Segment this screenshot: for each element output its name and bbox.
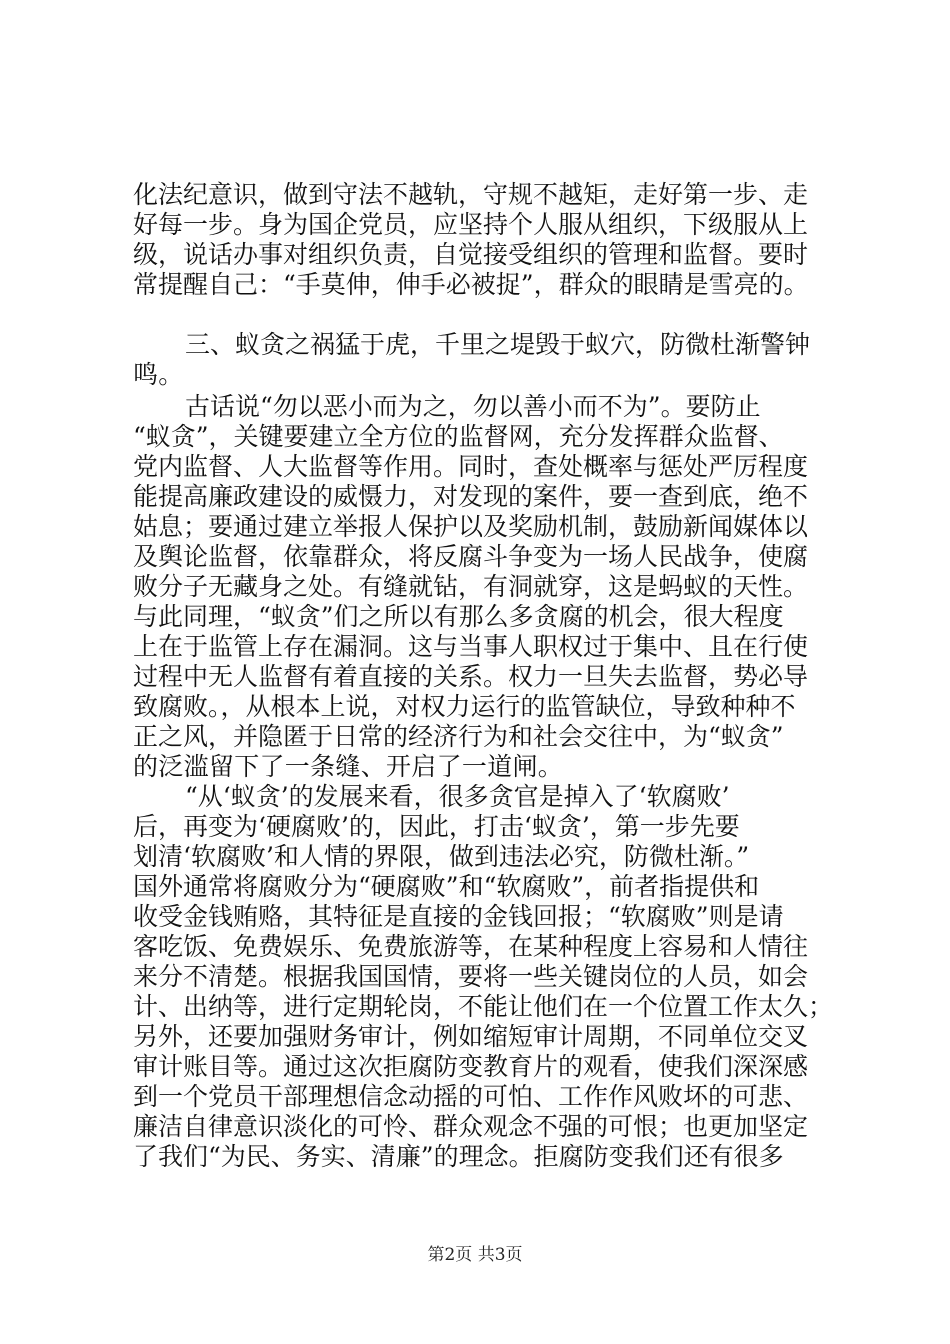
text-line: 客吃饭、免费娱乐、免费旅游等，在某种程度上容易和人情往 [133, 932, 809, 961]
text-line: 古话说“勿以恶小而为之，勿以善小而不为”。要防止 [185, 392, 761, 421]
text-line: 审计账目等。通过这次拒腐防变教育片的观看，使我们深深感 [133, 1052, 809, 1081]
text-line: 致腐败。，从根本上说，对权力运行的监管缺位，导致种种不 [133, 692, 796, 721]
text-line: 的泛滥留下了一条缝、开启了一道闸。 [133, 752, 564, 781]
text-line: 党内监督、人大监督等作用。同时，查处概率与惩处严厉程度 [133, 452, 809, 481]
text-line: 好每一步。身为国企党员，应坚持个人服从组织，下级服从上 [133, 210, 809, 239]
text-line: 了我们“为民、务实、清廉”的理念。拒腐防变我们还有很多 [133, 1142, 784, 1171]
text-line: 正之风，并隐匿于日常的经济行为和社会交往中，为“蚁贪” [133, 722, 784, 751]
text-line: 计、出纳等，进行定期轮岗，不能让他们在一个位置工作太久； [133, 992, 834, 1021]
text-line: 国外通常将腐败分为“硬腐败”和“软腐败”，前者指提供和 [133, 872, 760, 901]
text-line: 到一个党员干部理想信念动摇的可怕、工作作风败坏的可悲、 [133, 1082, 809, 1111]
text-line: 败分子无藏身之处。有缝就钻，有洞就穿，这是蚂蚁的天性。 [133, 572, 809, 601]
text-line: 鸣。 [133, 360, 184, 389]
text-line: 过程中无人监督有着直接的关系。权力一旦失去监督，势必导 [133, 662, 809, 691]
text-line: 及舆论监督，依靠群众，将反腐斗争变为一场人民战争，使腐 [133, 542, 809, 571]
text-line: “从‘蚁贪’的发展来看，很多贪官是掉入了‘软腐败’ [185, 782, 730, 811]
text-line: 能提高廉政建设的威慑力，对发现的案件，要一查到底，绝不 [133, 482, 809, 511]
text-line: 划清‘软腐败’和人情的界限，做到违法必究，防微杜渐。” [133, 842, 750, 871]
page-footer: 第2页 共3页 [427, 1245, 523, 1265]
text-line: 与此同理，“蚁贪”们之所以有那么多贪腐的机会，很大程度 [133, 602, 784, 631]
text-line: 级，说话办事对组织负责，自觉接受组织的管理和监督。要时 [133, 240, 809, 269]
text-line: 化法纪意识，做到守法不越轨，守规不越矩，走好第一步、走 [133, 180, 809, 209]
text-line: “蚁贪”，关键要建立全方位的监督网，充分发挥群众监督、 [133, 422, 784, 451]
text-line: 收受金钱贿赂，其特征是直接的金钱回报；“软腐败”则是请 [133, 902, 784, 931]
text-line: 常提醒自己：“手莫伸，伸手必被捉”，群众的眼睛是雪亮的。 [133, 270, 809, 299]
text-line: 后，再变为‘硬腐败’的，因此，打击‘蚁贪’，第一步先要 [133, 812, 740, 841]
text-line: 廉洁自律意识淡化的可怜、群众观念不强的可恨；也更加坚定 [133, 1112, 809, 1141]
text-line: 姑息；要通过建立举报人保护以及奖励机制，鼓励新闻媒体以 [133, 512, 809, 541]
text-line: 来分不清楚。根据我国国情，要将一些关键岗位的人员，如会 [133, 962, 809, 991]
text-line: 上在于监管上存在漏洞。这与当事人职权过于集中、且在行使 [133, 632, 809, 661]
text-line: 三、蚁贪之祸猛于虎，千里之堤毁于蚁穴，防微杜渐警钟 [185, 330, 811, 359]
text-line: 另外，还要加强财务审计，例如缩短审计周期，不同单位交叉 [133, 1022, 809, 1051]
